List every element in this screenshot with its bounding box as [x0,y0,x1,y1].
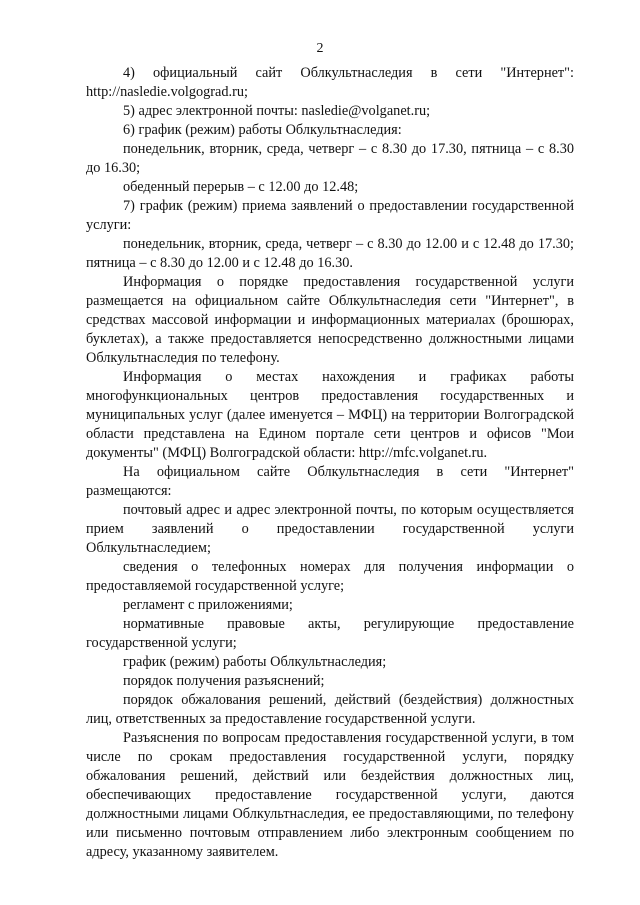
paragraph: обеденный перерыв – с 12.00 до 12.48; [123,179,359,195]
paragraph: Информация о местах нахождения и графиках работы многофункциональных центров предоставления государственных и муниципальных услуг (далее именуется – МФЦ) на территории Волгоградской области представлена на Едином портале сети центров и офисов "Мои документы" (МФЦ) Волгоградской области: http://mfc.volganet.ru. [86,369,574,461]
paragraph: сведения о телефонных номерах для получения информации о предоставляемой государственной услуге; [86,559,574,594]
paragraph: понедельник, вторник, среда, четверг – с 8.30 до 12.00 и с 12.48 до 17.30; пятница – с 8.30 до 12.00 и с 12.48 до 16.30. [86,236,574,271]
paragraph: понедельник, вторник, среда, четверг – с 8.30 до 17.30, пятница – с 8.30 до 16.30; [86,141,574,176]
paragraph: Информация о порядке предоставления государственной услуги размещается на официальном сайте Облкультнаследия сети "Интернет", в средствах массовой информации и информационных материалах (брошюрах, буклетах), а также предоставляется непосредственно должностными лицами Облкультнаследия по телефону. [86,274,574,366]
paragraph: нормативные правовые акты, регулирующие предоставление государственной услуги; [86,616,574,651]
document-body [86,64,574,862]
paragraph: график (режим) работы Облкультнаследия; [123,654,387,670]
paragraph: 6) график (режим) работы Облкультнаследия: [123,122,402,138]
paragraph: порядок обжалования решений, действий (бездействия) должностных лиц, ответственных за предоставление государственной услуги. [86,692,574,727]
paragraph: 5) адрес электронной почты: nasledie@volganet.ru; [123,103,431,119]
paragraph: 4) официальный сайт Облкультнаследия в сети "Интернет": http://nasledie.volgograd.ru; [86,65,574,100]
paragraph: регламент с приложениями; [123,597,293,613]
paragraph: 7) график (режим) приема заявлений о предоставлении государственной услуги: [86,198,574,233]
page-number: 2 [316,41,324,56]
paragraph: порядок получения разъяснений; [123,673,325,689]
paragraph: Разъяснения по вопросам предоставления государственной услуги, в том числе по срокам предоставления государственной услуги, порядку обжалования решений, действий или бездействия должностных лиц, обеспечивающих предоставление государственной услуги, даются должностными лицами Облкультнаследия, ее предоставляющими, по телефону или письменно почтовым отправлением либо электронным сообщением по адресу, указанному заявителем. [86,730,574,860]
paragraph: На официальном сайте Облкультнаследия в сети "Интернет" размещаются: [86,464,574,499]
paragraph: почтовый адрес и адрес электронной почты, по которым осуществляется прием заявлений о предоставлении государственной услуги Облкультнаследием; [86,502,574,556]
